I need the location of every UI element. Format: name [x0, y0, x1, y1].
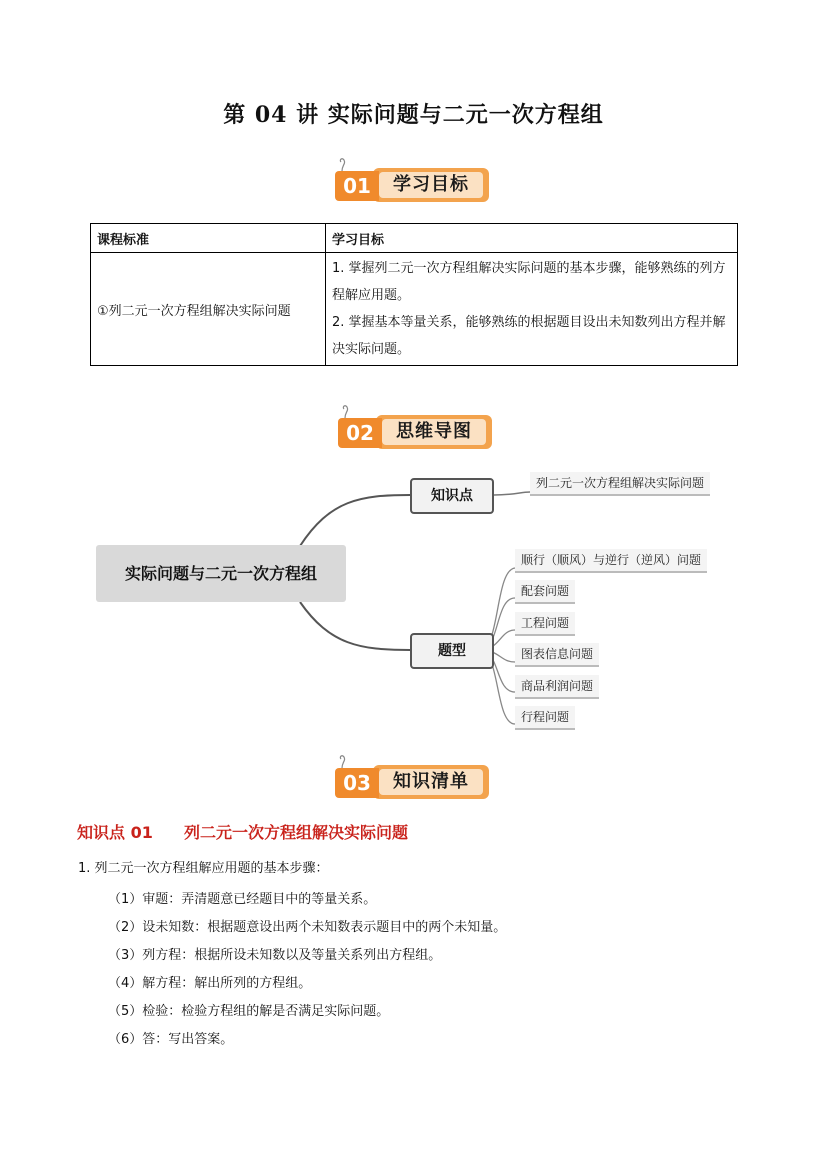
mindmap-branch-question-types: 题型: [410, 633, 494, 669]
step-item: （5）检验：检验方程组的解是否满足实际问题。: [108, 1004, 390, 1019]
section-label: 知识清单: [379, 769, 483, 795]
section-number: 02: [338, 418, 382, 448]
steps-intro: 1. 列二元一次方程组解应用题的基本步骤：: [78, 861, 329, 876]
knowledge-point-label: 知识点 01: [77, 823, 153, 842]
goal-item: 2. 掌握基本等量关系，能够熟练的根据题目设出未知数列出方程并解决实际问题。: [332, 315, 726, 357]
mindmap-leaf: 配套问题: [515, 580, 575, 604]
mindmap-leaf: 顺行（顺风）与逆行（逆风）问题: [515, 549, 707, 573]
section-label: 学习目标: [379, 172, 483, 198]
section-badge-knowledge-list: [335, 762, 493, 800]
mindmap-root: 实际问题与二元一次方程组: [96, 545, 346, 602]
curl-icon: [337, 754, 347, 768]
step-item: （2）设未知数：根据题意设出两个未知数表示题目中的两个未知量。: [108, 920, 507, 935]
mindmap-leaf: 列二元一次方程组解决实际问题: [530, 472, 710, 496]
mindmap-leaf: 图表信息问题: [515, 643, 599, 667]
section-label: 思维导图: [382, 419, 486, 445]
step-item: （3）列方程：根据所设未知数以及等量关系列出方程组。: [108, 948, 442, 963]
table-header-goals: 学习目标: [326, 224, 738, 253]
table-cell-standard: ①列二元一次方程组解决实际问题: [91, 253, 326, 366]
knowledge-point-heading: [77, 820, 408, 843]
step-item: （4）解方程：解出所列的方程组。: [108, 976, 312, 991]
knowledge-point-title: 列二元一次方程组解决实际问题: [184, 823, 409, 842]
mindmap-leaf: 行程问题: [515, 706, 575, 730]
section-number: 03: [335, 768, 379, 798]
step-item: （1）审题：弄清题意已经题目中的等量关系。: [108, 892, 377, 907]
mindmap-leaf: 商品利润问题: [515, 675, 599, 699]
section-number: 01: [335, 171, 379, 201]
step-item: （6）答：写出答案。: [108, 1032, 234, 1047]
mindmap-branch-knowledge: 知识点: [410, 478, 494, 514]
page-title: 第 04 讲 实际问题与二元一次方程组: [223, 102, 604, 128]
mindmap-leaf: 工程问题: [515, 612, 575, 636]
goal-item: 1. 掌握列二元一次方程组解决实际问题的基本步骤，能够熟练的列方程解应用题。: [332, 261, 726, 303]
table-header-standard: 课程标准: [91, 224, 326, 253]
